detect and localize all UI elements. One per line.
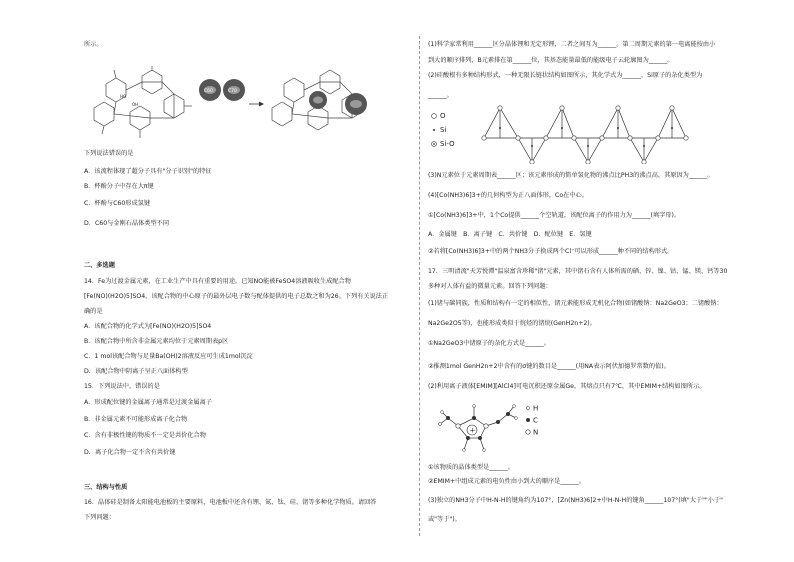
- q16-part2-line: (2)硅酸根有多种结构形式，一种无限长链状结构如图所示，其化学式为______，Si原子的杂化类型为: [428, 72, 703, 79]
- silicon-legend-icon: [433, 129, 435, 131]
- q14-option-d: D．该配合物中阴离子呈正八面体构型: [84, 368, 188, 375]
- q17-part3-line: (3)独立的NH3分子中H-N-H的键角约为107°，[Zn(NH3)6]2+中H-N-H的键角______107°(填"大于""小于": [428, 497, 723, 504]
- oxygen-legend-icon: [432, 114, 437, 119]
- q17-part1-sub1: ①Na2GeO3中锗原子的杂化方式是______。: [428, 340, 550, 347]
- chain-silicon-atoms: [499, 127, 673, 147]
- q17-stem: 多种对人体有益的微量元素。回答下列问题：: [428, 283, 552, 290]
- q15-option-c: C．含有非极性键的物质不一定是共价化合物: [84, 432, 206, 439]
- legend-o: O: [440, 112, 446, 120]
- oh-label: OH: [132, 102, 139, 107]
- q16-part4-sub2: ②若将[Co(NH3)6]3+中的两个NH3分子换成两个Cl⁻可以形成______种不同的结构形式。: [428, 248, 674, 255]
- q17-part3-line: 或"等于")。: [428, 516, 461, 523]
- emim-hydrogen-atoms: [439, 405, 518, 452]
- q16-part2-line: ______。: [428, 92, 453, 99]
- calixarene-figure: [84, 66, 384, 144]
- q17-stem: 17．三明清流"天芳悦潭"温泉富含珍稀"锗"元素，其中锗石含有人体所需的硒、锌、镍、钴、锰、镁、钙等30: [428, 268, 728, 275]
- q13-stem: 下列说法错误的是: [84, 150, 134, 157]
- ho-label: HO: [120, 94, 127, 99]
- legend-n-icon: [526, 430, 530, 434]
- q16-part3-line: (3)N元素位于元素周期表______区；该元素形成的简单氢化物的沸点比PH3的沸点高，其原因为______。: [428, 172, 714, 179]
- q15-option-a: A．形成配位键的金属离子通常是过渡金属离子: [84, 399, 212, 406]
- q16-line: 16．晶体硅是制备太阳能电池板的主要原料，电池板中还含有锂、氮、钛、硅、锗等多种化学物质。请回答: [84, 499, 377, 506]
- legend-si: Si: [440, 126, 447, 134]
- q14-option-b: B．该配合物中所含非金属元素均位于元素周期表p区: [84, 338, 229, 345]
- q14-option-c: C．1 mol该配合物与足量Ba(OH)2溶液反应可生成1mol沉淀: [84, 353, 253, 360]
- section-structure: 三、结构与性质: [84, 484, 128, 491]
- legend-c-icon: [526, 418, 530, 422]
- q15-option-b: B．非金属元素不可能形成离子化合物: [84, 416, 188, 423]
- legend-h-icon: [526, 406, 529, 409]
- q16-part1-line: (1)科学家常利用______区分晶体锂和无定形锂，二者之间互为______。第二周期元素的第一电离能按由小: [428, 41, 716, 48]
- q14-line: 14．Fe为过渡金属元素，在工业生产中具有重要的用途。已知NO能被FeSO4溶液吸收生成配合物: [84, 278, 351, 285]
- q17-part2-line: (2)利用离子液体[EMIM][AlCl4]可电沉积还原金属Ge，其熔点只有7℃，其中EMIM+结构如图所示。: [428, 383, 706, 390]
- q15-stem: 15．下列说法中，错误的是: [84, 383, 160, 390]
- q16-part4-options: A．金属键 B．离子键 C．共价键 D．配位键 E．氢键: [428, 231, 592, 238]
- q16-part4-line: (4)[Co(NH3)6]3+的几何构型为正八面体形，Co在中心。: [428, 192, 588, 199]
- column-divider: [419, 36, 420, 536]
- q16-part1-line: 到大的顺序排列，B元素排在第______位，其基态能量最低的能级电子云轮廓图为______。: [428, 57, 674, 64]
- chain-oxygen-atoms: [482, 106, 688, 164]
- q17-part1-line: Na2Ge2O5等)，也能形成类似于烷烃的锗烷(GenH2n+2)。: [428, 320, 596, 327]
- c70-label: C70: [228, 89, 237, 94]
- q13-option-a: A．该流程体现了超分子具有"分子识别"的特征: [84, 168, 212, 175]
- chain-bonds: [484, 108, 686, 162]
- legend-h: H: [533, 404, 539, 413]
- q17-part1-sub2: ②推测1mol GenH2n+2中含有的σ键的数目是______(用NA表示阿伏加德罗常数的值)。: [428, 363, 670, 370]
- silicate-chain-figure: [428, 104, 724, 164]
- legend-n: N: [533, 428, 539, 437]
- sio-legend-icon: [433, 143, 435, 145]
- q17-part1-line: (1)锗与碳同族，性质和结构有一定的相似性，锗元素能形成无机化合物(如锗酸钠：Na2GeO3；二锗酸钠：: [428, 300, 723, 307]
- q17-part2-sub1: ①该物质的晶体类型是______。: [428, 464, 514, 471]
- q16-line: 下列问题：: [84, 514, 115, 521]
- q15-option-d: D．离子化合物一定不含有共价键: [84, 449, 176, 456]
- q16-part4-sub1: ①[Co(NH3)6]3+中，1个Co提供______个空轨道，该配位离子的作用力为______(填字母)。: [428, 212, 681, 219]
- c60-label: C60: [204, 89, 213, 94]
- q17-part2-sub2: ②EMIM+中组成元素的电负性由小到大的顺序是______。: [428, 478, 586, 485]
- q14-line: [Fe(NO)(H2O)5]SO4，该配合物的中心原子的最外层电子数与配体提供的电子总数之和为26。下列有关说法正: [84, 293, 389, 300]
- section-multi-choice: 二、多选题: [84, 262, 115, 269]
- calixarene-left: [94, 66, 192, 138]
- svg-text:+: +: [469, 426, 476, 435]
- legend-c: C: [533, 416, 538, 425]
- q13-option-d: D．C60与金刚石晶体类型不同: [84, 220, 170, 227]
- intro-text: 所示。: [84, 41, 103, 48]
- q14-line: 确的是: [84, 308, 103, 315]
- q13-option-c: C．杯酚与C60形成氢键: [84, 200, 151, 207]
- legend-sio: Si-O: [440, 140, 455, 148]
- emim-structure-figure: [434, 396, 554, 460]
- q13-option-b: B．杯酚分子中存在大π键: [84, 183, 154, 190]
- q14-option-a: A．该配合物的化学式为[Fe(NO)(H2O)5]SO4: [84, 323, 212, 330]
- emim-bonds: [440, 406, 516, 450]
